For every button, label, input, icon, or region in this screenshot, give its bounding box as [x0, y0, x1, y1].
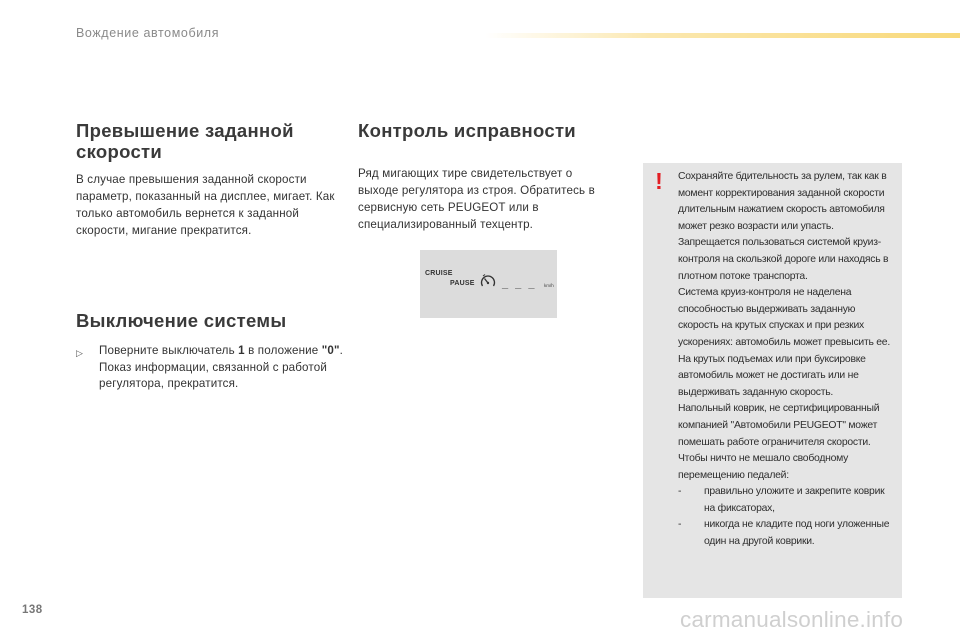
warning-text	[678, 169, 898, 551]
warning-line: может резко возрасти или упасть.	[678, 220, 834, 232]
warning-box	[643, 163, 902, 598]
diagnostic-body: Ряд мигающих тире свидетельствует о выходе регулятора из строя. Обратитесь в сервисную сеть PEUGEOT или в специализированный техцентр.	[358, 167, 595, 231]
display-pause-label: PAUSE	[450, 280, 475, 287]
warning-line: помешать работе ограничителя скорости.	[678, 436, 871, 448]
diagnostic-section	[358, 120, 608, 233]
switch-off-heading: Выключение системы	[76, 310, 287, 331]
warning-line: ускорениях: автомобиль может превысить ее.	[678, 336, 890, 348]
overspeed-body: В случае превышения заданной скорости параметр, показанный на дисплее, мигает. Как только автомобиль вернется к заданной скорости, мигание прекратится.	[76, 173, 335, 237]
header-decor-bar	[485, 33, 960, 38]
watermark-text: carmanualsonline.info	[680, 607, 904, 632]
overspeed-section	[76, 120, 346, 239]
display-cruise-label: CRUISE	[425, 270, 453, 277]
overspeed-heading: Превышение заданной скорости	[76, 120, 294, 162]
section-header-title: Вождение автомобиля	[76, 26, 220, 40]
warning-line: компанией "Автомобили PEUGEOT" может	[678, 419, 878, 431]
diagnostic-heading: Контроль исправности	[358, 120, 576, 141]
warning-line: Запрещается пользоваться системой круиз-	[678, 237, 881, 249]
cruise-display-image	[420, 250, 557, 318]
warning-line: способностью выдерживать заданную	[678, 303, 856, 315]
switch-off-step	[76, 343, 346, 393]
warning-line: контроля на скользкой дороге или находясь в	[678, 253, 889, 265]
warning-line: выдерживать заданную скорость.	[678, 386, 834, 398]
list-item-text: никогда не кладите под ноги уложенные один на другой коврики.	[704, 519, 890, 548]
warning-line: момент корректирования заданной скорости	[678, 187, 885, 199]
speedometer-icon	[480, 274, 496, 290]
exclamation-icon: !	[655, 168, 663, 194]
warning-line: Напольный коврик, не сертифицированный	[678, 403, 880, 415]
switch-off-section	[76, 310, 346, 393]
warning-line: Система круиз-контроля не наделена	[678, 287, 852, 299]
warning-line: На крутых подъемах или при буксировке	[678, 353, 866, 365]
list-item-text: правильно уложите и закрепите коврик на фиксаторах,	[704, 486, 885, 514]
warning-line: длительным нажатием скорость автомобиля	[678, 204, 885, 216]
warning-list-item	[678, 517, 898, 550]
warning-line: плотном потоке транспорта.	[678, 270, 808, 282]
list-marker: -	[678, 486, 682, 498]
warning-line: Сохраняйте бдительность за рулем, так как в	[678, 171, 887, 182]
switch-off-step-text: Поверните выключатель 1 в положение "0". Показ информации, связанной с работой регулятора, прекратится.	[99, 344, 344, 390]
warning-line: Чтобы ничто не мешало свободному	[678, 453, 849, 465]
display-unit: km/h	[544, 283, 554, 288]
step-arrow-icon: ▷	[76, 348, 84, 358]
warning-line: скорость на крутых спусках и при резких	[678, 320, 864, 332]
warning-list-item	[678, 484, 898, 517]
page-number: 138	[22, 604, 43, 616]
warning-line: автомобиль может не достигать или не	[678, 370, 859, 382]
warning-line: перемещению педалей:	[678, 469, 789, 481]
list-marker: -	[678, 519, 682, 531]
display-dashes: _ _ _	[502, 278, 537, 290]
